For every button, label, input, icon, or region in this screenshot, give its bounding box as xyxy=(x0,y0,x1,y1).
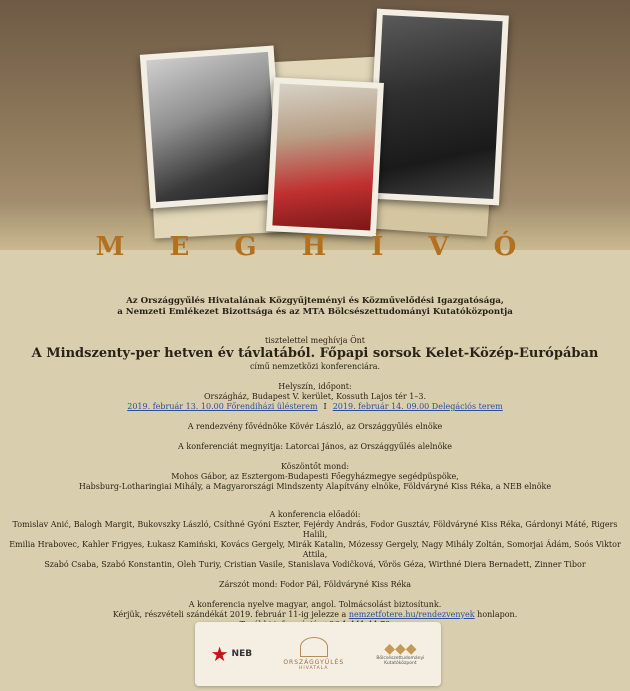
neb-logo xyxy=(211,644,252,664)
invitation-title: M E G H Í V Ó xyxy=(95,232,535,262)
greetings-label: Köszöntőt mond: xyxy=(280,462,350,471)
orszaggyules-logo xyxy=(283,637,344,671)
opener-line: A konferenciát megnyitja: Latorcai János, az Országgyűlés alelnöke xyxy=(178,442,452,451)
speakers-label: A konferencia előadói: xyxy=(269,510,361,519)
speakers-line-3: Szabó Csaba, Szabó Konstantin, Oleh Turiy, Cristian Vasile, Stanislava Vodičková, Vörös Géza, Wirthné Diera Bernadett, Zinner Tibor xyxy=(44,560,586,569)
date-link-day2[interactable]: 2019. február 14. 09.00 Delegációs terem xyxy=(332,402,503,411)
venue-label: Helyszín, időpont: xyxy=(278,382,352,391)
date-link-day1[interactable]: 2019. február 13. 10.00 Főrendiházi ülésterem xyxy=(127,402,318,411)
rsvp-link[interactable]: nemzetfotere.hu/rendezvenyek xyxy=(348,610,475,619)
ogy-logo-text: ORSZÁGGYŰLÉS xyxy=(283,659,345,666)
ogy-logo-subtext: HIVATALA xyxy=(299,666,329,671)
partner-logos xyxy=(195,622,441,686)
photo-cardinal-portrait xyxy=(266,77,384,237)
invitation-body xyxy=(0,296,630,630)
hero-banner xyxy=(0,0,630,250)
speakers-line-1: Tomislav Anić, Balogh Margit, Bukovszky László, Csíthné Gyóni Eszter, Fejérdy András, Fodor Gusztáv, Földváryné Kiss Réka, Gárdonyi Máté, Rigers Halili, xyxy=(12,520,618,539)
neb-logo-text: NEB xyxy=(231,649,253,659)
rsvp-line xyxy=(0,610,630,620)
rsvp-text-before: Kérjük, részvételi szándékát 2019. február 11-ig jelezze a xyxy=(112,610,347,619)
patron-line: A rendezvény fővédnöke Kövér László, az Országgyűlés elnöke xyxy=(187,422,443,431)
mta-logo-text: Bölcsészettudományi Kutatóközpont xyxy=(376,656,425,666)
speakers-line-2: Emilia Hrabovec, Kahler Frigyes, Łukasz Kamiński, Kovács Gergely, Mirák Katalin, Mózessy Gergely, Nagy Mihály Zoltán, Somorjai Ádám, Soós Viktor Attila, xyxy=(9,540,621,559)
languages-line: A konferencia nyelve magyar, angol. Tolmácsolást biztosítunk. xyxy=(188,600,442,609)
greetings-line-1: Mohos Gábor, az Esztergom-Budapesti Főegyházmegye segédpüspöke, xyxy=(171,472,459,481)
parliament-arch-icon xyxy=(300,637,328,657)
closing-line: Zárszót mond: Fodor Pál, Földváryné Kiss Réka xyxy=(219,580,411,589)
organizers-line-1: Az Országgyűlés Hivatalának Közgyűjteményi és Közművelődési Igazgatósága, xyxy=(126,296,504,306)
venue-dates xyxy=(0,402,630,412)
star-icon: ★ xyxy=(210,642,229,666)
venue-address: Országház, Budapest V. kerület, Kossuth Lajos tér 1–3. xyxy=(204,392,426,401)
mta-btk-logo xyxy=(375,642,425,666)
diamond-cluster-icon: ◆◆◆ xyxy=(384,641,417,657)
organizers-line-2: a Nemzeti Emlékezet Bizottsága és az MTA Bölcsészettudományi Kutatóközpontja xyxy=(117,307,513,317)
rsvp-text-after: honlapon. xyxy=(477,610,518,619)
greetings-line-2: Habsburg-Lotharingiai Mihály, a Magyarországi Mindszenty Alapítvány elnöke, Földváryné Kiss Réka, a NEB elnöke xyxy=(78,482,552,491)
photo-cardinal-speech xyxy=(140,46,284,209)
photo-courtroom xyxy=(367,9,509,206)
invite-line: tisztelettel meghívja Önt xyxy=(265,336,365,345)
conference-title: A Mindszenty-per hetven év távlatából. Főpapi sorsok Kelet-Közép-Európában xyxy=(31,346,599,361)
conference-subtitle: című nemzetközi konferenciára. xyxy=(249,362,381,371)
date-separator: I xyxy=(323,402,327,411)
